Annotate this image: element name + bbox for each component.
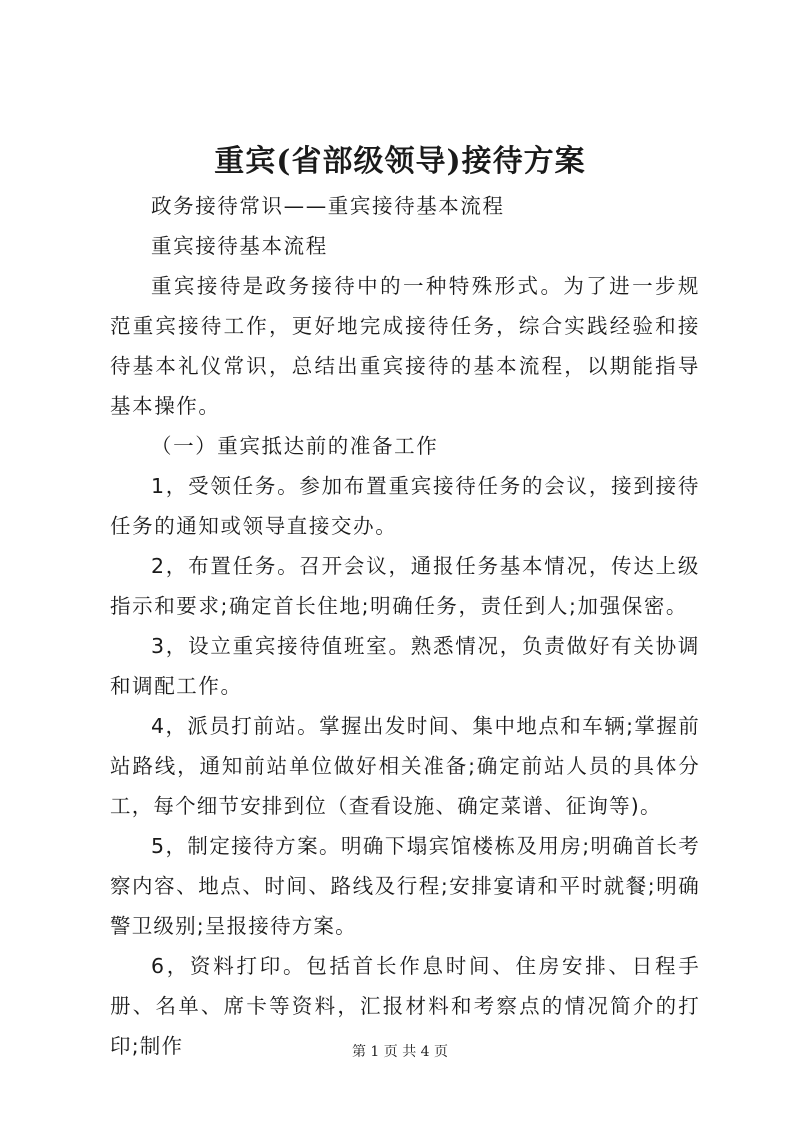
paragraph-subtitle: 政务接待常识——重宾接待基本流程 [151, 194, 505, 218]
section-heading: （一）重宾抵达前的准备工作 [151, 434, 439, 458]
paragraph-item-2: 2，布置任务。召开会议，通报任务基本情况，传达上级指示和要求;确定首长住地;明确任务，责任到人;加强保密。 [110, 554, 700, 618]
paragraph-item-6: 6，资料打印。包括首长作息时间、住房安排、日程手册、名单、席卡等资料，汇报材料和考察点的情况简介的打印;制作 [110, 954, 700, 1058]
paragraph-item-1: 1，受领任务。参加布置重宾接待任务的会议，接到接待任务的通知或领导直接交办。 [110, 474, 700, 538]
paragraph-intro: 重宾接待是政务接待中的一种特殊形式。为了进一步规范重宾接待工作，更好地完成接待任务，综合实践经验和接待基本礼仪常识，总结出重宾接待的基本流程，以期能指导基本操作。 [110, 274, 700, 418]
paragraph-item-3: 3，设立重宾接待值班室。熟悉情况，负责做好有关协调和调配工作。 [110, 634, 700, 698]
document-title: 重宾(省部级领导)接待方案 [214, 144, 586, 179]
paragraph-item-5: 5，制定接待方案。明确下塌宾馆楼栋及用房;明确首长考察内容、地点、时间、路线及行程;安排宴请和平时就餐;明确警卫级别;呈报接待方案。 [110, 834, 700, 938]
paragraph-heading: 重宾接待基本流程 [151, 234, 328, 258]
document-body [110, 186, 700, 1066]
paragraph-item-4: 4，派员打前站。掌握出发时间、集中地点和车辆;掌握前站路线，通知前站单位做好相关准备;确定前站人员的具体分工，每个细节安排到位（查看设施、确定菜谱、征询等)。 [110, 714, 700, 818]
page-number: 第 1 页 共 4 页 [351, 1044, 449, 1060]
